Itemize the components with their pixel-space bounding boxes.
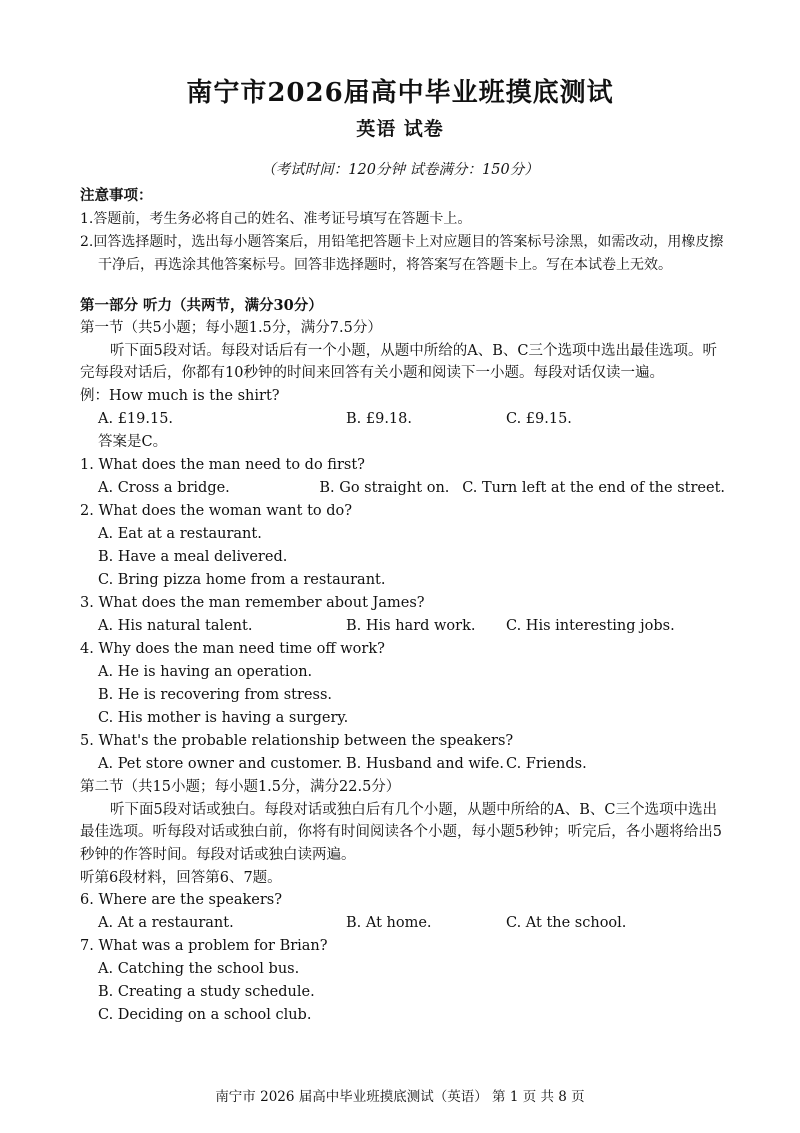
page-footer: 南宁市 2026 届高中毕业班摸底测试（英语） 第 1 页 共 8 页 xyxy=(215,1089,585,1105)
option-c: C. £9.15. xyxy=(506,411,572,428)
question-7: 7. What was a problem for Brian? xyxy=(80,938,328,955)
page-title: 南宁市2026届高中毕业班摸底测试 xyxy=(186,78,614,108)
option-b: B. Go straight on. xyxy=(319,480,450,497)
notes-heading: 注意事项： xyxy=(80,187,153,204)
option-a: A. His natural talent. xyxy=(98,618,253,635)
option-b: B. His hard work. xyxy=(346,618,476,635)
exam-info: （考试时间：120分钟 试卷满分：150分） xyxy=(261,162,539,178)
section1-heading: 第一节（共5小题；每小题1.5分，满分7.5分） xyxy=(80,320,382,336)
question-6: 6. Where are the speakers? xyxy=(80,892,282,909)
option-a: A. Catching the school bus. xyxy=(98,961,300,978)
section2-heading: 第二节（共15小题；每小题1.5分，满分22.5分） xyxy=(80,779,401,796)
option-c: C. At the school. xyxy=(506,915,627,932)
option-b: B. Have a meal delivered. xyxy=(98,549,288,566)
option-c: C. His mother is having a surgery. xyxy=(98,710,349,727)
question-1-options xyxy=(80,477,725,500)
option-c: C. Friends. xyxy=(506,756,587,773)
option-a: A. Pet store owner and customer. xyxy=(98,756,343,773)
option-c: C. Deciding on a school club. xyxy=(98,1007,312,1024)
note-item: 1.答题前，考生务必将自己的姓名、准考证号填写在答题卡上。 xyxy=(80,210,472,227)
section1-instructions: 听下面5段对话。每段对话后有一个小题，从题中所给的A、B、C三个选项中选出最佳选项。听完每段对话后，你都有10秒钟的时间来回答有关小题和阅读下一小题。每段对话仅读一遍。 xyxy=(80,342,717,382)
question-5-options xyxy=(80,753,725,776)
option-c: C. His interesting jobs. xyxy=(506,618,675,635)
question-3-options xyxy=(80,615,725,638)
note-item: 2.回答选择题时，选出每小题答案后，用铅笔把答题卡上对应题目的答案标号涂黑，如需改动，用橡皮擦干净后，再选涂其他答案标号。回答非选择题时，将答案写在答题卡上。写在本试卷上无效。 xyxy=(80,233,724,273)
option-b: B. He is recovering from stress. xyxy=(98,687,332,704)
option-a: A. Cross a bridge. xyxy=(98,480,230,497)
question-3: 3. What does the man remember about James? xyxy=(80,595,425,612)
page-subtitle: 英语 试卷 xyxy=(356,118,444,140)
question-5: 5. What's the probable relationship between the speakers? xyxy=(80,733,514,750)
section2-instructions: 听下面5段对话或独白。每段对话或独白后有几个小题，从题中所给的A、B、C三个选项中选出最佳选项。听每段对话或独白前，你将有时间阅读各个小题，每小题5秒钟；听完后，各小题将给出5秒钟的作答时间。每段对话或独白读两遍。 xyxy=(80,801,722,864)
option-b: B. Husband and wife. xyxy=(346,756,504,773)
option-c: C. Bring pizza home from a restaurant. xyxy=(98,572,386,589)
material-note: 听第6段材料，回答第6、7题。 xyxy=(80,869,282,886)
option-a: A. Eat at a restaurant. xyxy=(98,526,262,543)
question-2: 2. What does the woman want to do? xyxy=(80,503,353,520)
option-b: B. Creating a study schedule. xyxy=(98,984,315,1001)
example-question: 例：How much is the shirt? xyxy=(80,388,280,405)
question-6-options xyxy=(80,912,725,935)
option-a: A. He is having an operation. xyxy=(98,664,313,681)
option-a: A. At a restaurant. xyxy=(98,915,234,932)
option-b: B. At home. xyxy=(346,915,432,932)
exam-content xyxy=(80,185,725,1027)
example-options xyxy=(80,408,725,431)
option-c: C. Turn left at the end of the street. xyxy=(462,480,725,497)
question-4: 4. Why does the man need time off work? xyxy=(80,641,385,658)
part1-heading: 第一部分 听力（共两节，满分30分） xyxy=(80,296,323,314)
option-b: B. £9.18. xyxy=(346,411,412,428)
example-answer: 答案是C。 xyxy=(98,434,168,451)
option-a: A. £19.15. xyxy=(98,411,174,428)
question-1: 1. What does the man need to do first? xyxy=(80,457,365,474)
